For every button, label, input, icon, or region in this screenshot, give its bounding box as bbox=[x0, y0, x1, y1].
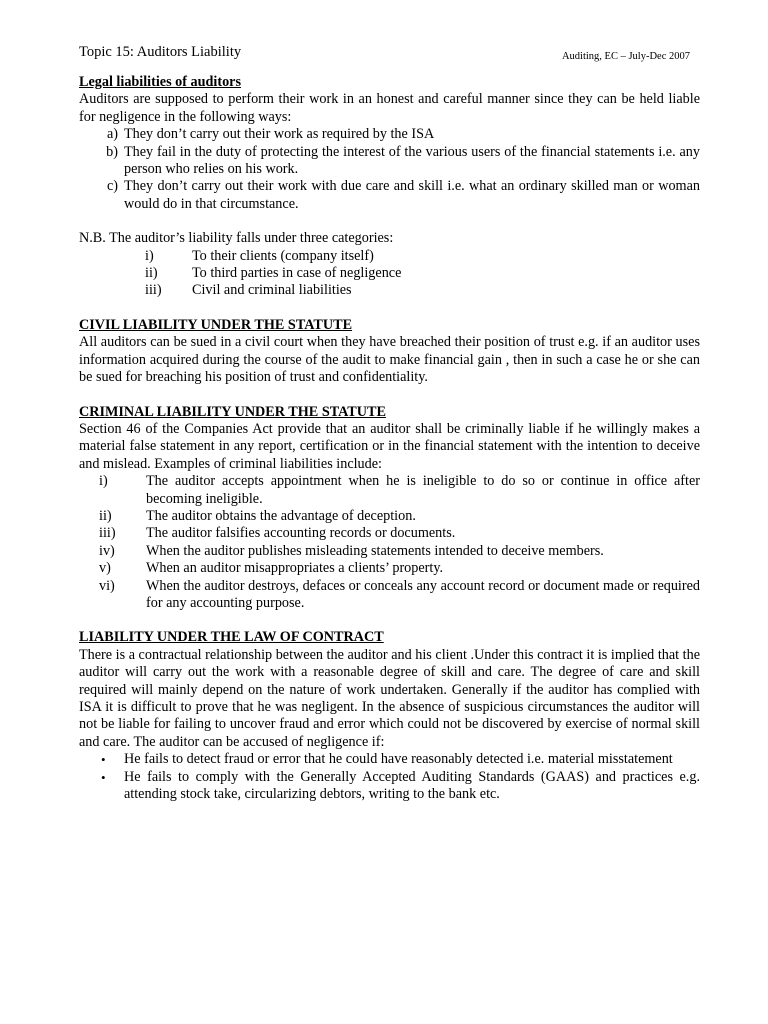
list-item bbox=[79, 543, 700, 560]
course-label: Auditing, EC – July-Dec 2007 bbox=[561, 51, 690, 62]
section-title-contract: LIABILITY UNDER THE LAW OF CONTRACT bbox=[79, 629, 384, 646]
list-item bbox=[79, 282, 700, 299]
list-item bbox=[79, 560, 700, 577]
list-item bbox=[79, 508, 700, 525]
section-title-criminal: CRIMINAL LIABILITY UNDER THE STATUTE bbox=[79, 403, 386, 420]
list-text: When an auditor misappropriates a clients’ property. bbox=[146, 560, 444, 577]
list-item bbox=[79, 178, 700, 213]
page-header bbox=[79, 44, 700, 64]
list-marker: ii) bbox=[145, 265, 158, 282]
list-text: They fail in the duty of protecting the interest of the various users of the financial statements i.e. any person who relies on his work. bbox=[124, 143, 700, 178]
list-text: When the auditor publishes misleading statements intended to deceive members. bbox=[146, 542, 604, 559]
nb-note: N.B. The auditor’s liability falls under three categories: bbox=[79, 230, 394, 247]
legal-list bbox=[79, 126, 700, 213]
section-title-civil: CIVIL LIABILITY UNDER THE STATUTE bbox=[79, 316, 353, 333]
list-marker: iii) bbox=[99, 525, 116, 542]
list-marker: a) bbox=[106, 126, 118, 143]
bullet-icon: • bbox=[101, 752, 106, 768]
list-marker: ii) bbox=[99, 507, 112, 524]
list-text: The auditor accepts appointment when he is ineligible to do so or continue in office after becoming ineligible. bbox=[146, 473, 700, 507]
list-item bbox=[79, 769, 700, 804]
list-marker: v) bbox=[99, 560, 111, 577]
list-item bbox=[79, 578, 700, 613]
list-text: He fails to comply with the Generally Accepted Auditing Standards (GAAS) and practices e.g. attending stock take, circularizing debtors, writing to the bank etc. bbox=[124, 768, 700, 803]
bullet-icon: • bbox=[101, 769, 106, 785]
criminal-text: Section 46 of the Companies Act provide that an auditor shall be criminally liable if he willingly makes a material false statement in any report, certification or in the financial statement with the intention to deceive and mislead. Examples of criminal liabilities include: bbox=[79, 420, 700, 472]
list-marker: iv) bbox=[99, 542, 115, 559]
section-title-legal: Legal liabilities of auditors bbox=[79, 74, 241, 90]
list-item bbox=[79, 525, 700, 542]
list-marker: iii) bbox=[145, 282, 162, 299]
list-item bbox=[79, 265, 700, 282]
civil-text: All auditors can be sued in a civil court when they have breached their position of trust e.g. if an auditor uses information acquired during the course of the audit to make financial gain , then in such a case he or she can be sued for breaching his position of trust and confidentiality. bbox=[79, 334, 700, 386]
list-text: Civil and criminal liabilities bbox=[192, 282, 352, 299]
list-item bbox=[79, 473, 700, 508]
contract-text: There is a contractual relationship between the auditor and his client .Under this contract it is implied that the auditor will carry out the work with a reasonable degree of skill and care. The degree of care and skill required will mainly depend on the nature of work undertaken. Generally if the auditor has complied with ISA it is difficult to prove that he was negligent. In the absence of suspicious circumstances the auditor will not be liable for failing to uncover fraud and error which could not be discovered by exercise of normal skill and care. The auditor can be accused of negligence if: bbox=[79, 646, 700, 750]
list-text: He fails to detect fraud or error that he could have reasonably detected i.e. material misstatement bbox=[124, 751, 673, 768]
criminal-list bbox=[79, 473, 700, 612]
document-page bbox=[79, 44, 700, 803]
list-text: To third parties in case of negligence bbox=[192, 265, 402, 282]
list-marker: b) bbox=[106, 143, 118, 160]
topic-title: Topic 15: Auditors Liability bbox=[79, 44, 242, 60]
list-item bbox=[79, 751, 700, 768]
list-text: When the auditor destroys, defaces or conceals any account record or document made or required for any accounting purpose. bbox=[146, 577, 700, 611]
list-marker: i) bbox=[145, 247, 154, 264]
list-text: They don’t carry out their work as required by the ISA bbox=[124, 126, 435, 143]
list-text: To their clients (company itself) bbox=[192, 247, 374, 264]
list-item bbox=[79, 126, 700, 143]
list-marker: vi) bbox=[99, 577, 115, 594]
contract-list bbox=[79, 751, 700, 803]
list-item bbox=[79, 144, 700, 179]
category-list bbox=[79, 248, 700, 300]
list-marker: c) bbox=[106, 178, 118, 195]
list-text: The auditor falsifies accounting records or documents. bbox=[146, 525, 456, 542]
list-marker: i) bbox=[99, 473, 108, 490]
list-text: They don’t carry out their work with due care and skill i.e. what an ordinary skilled man or woman would do in that circumstance. bbox=[124, 178, 700, 212]
list-text: The auditor obtains the advantage of deception. bbox=[146, 507, 416, 524]
list-item bbox=[79, 248, 700, 265]
legal-intro: Auditors are supposed to perform their work in an honest and careful manner since they can be held liable for negligence in the following ways: bbox=[79, 91, 700, 125]
